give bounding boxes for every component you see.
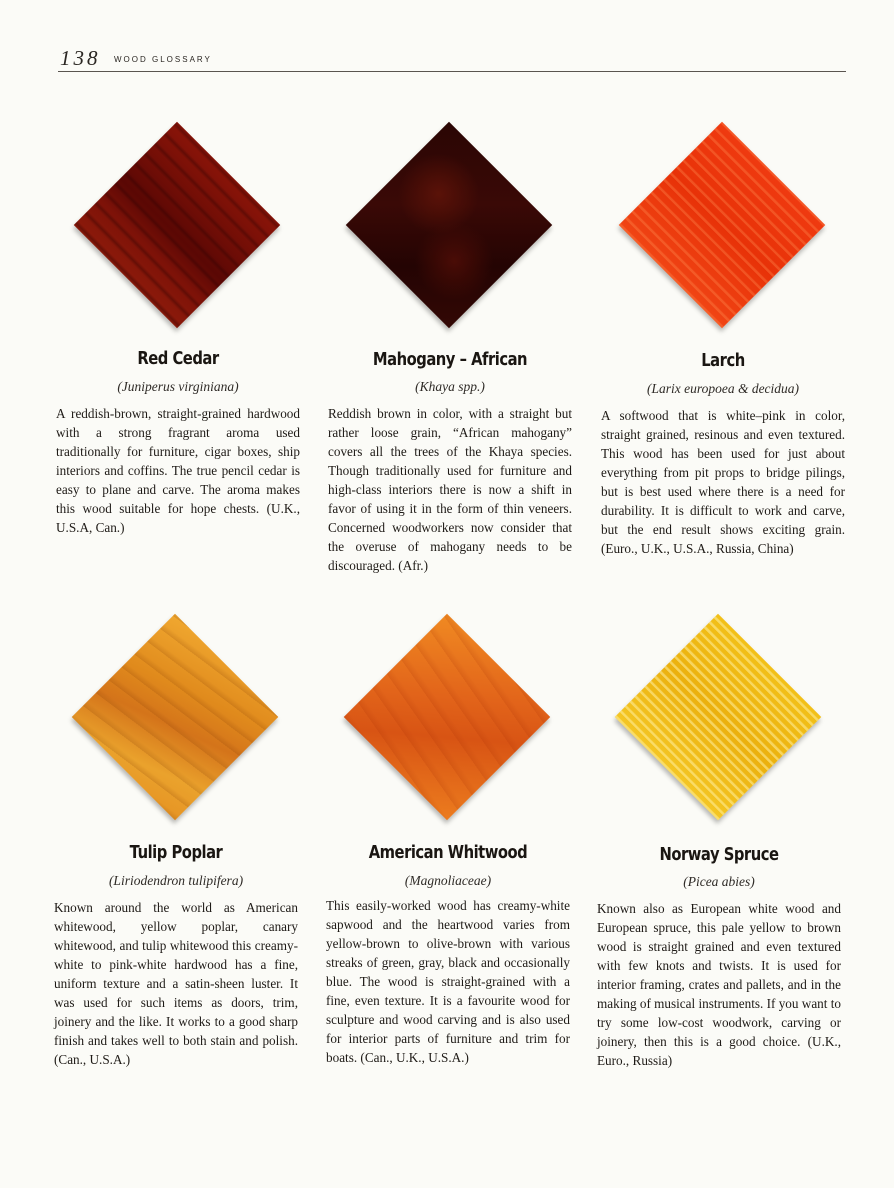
wood-entry-norway-spruce [597, 612, 841, 1082]
wood-name: Red Cedar [137, 348, 219, 369]
wood-description: A softwood that is white–pink in color, straight grained, resinous and even textured. This wood has been used for just about everything from pit props to bridge pilings, but is best used where there is a need for durability. It is difficult to work and carve, but the end result shows exciting grain. (Euro., U.K., U.S.A., Russia, China) [601, 408, 845, 556]
wood-latin-name: (Magnoliaceae) [404, 873, 492, 888]
wood-latin-name: (Juniperus virginiana) [117, 379, 239, 394]
running-head: WOOD GLOSSARY [114, 55, 212, 64]
page-number: 138 [60, 46, 101, 70]
wood-swatch-larch [619, 122, 825, 328]
wood-name: Larch [701, 350, 745, 371]
wood-latin-name: (Larix europoea & decidua) [646, 381, 800, 396]
wood-latin-name: (Khaya spp.) [415, 379, 485, 394]
wood-description: A reddish-brown, straight-grained hardwood with a strong fragrant aroma used traditionally for furniture, cigar boxes, ship interiors and coffins. The true pencil cedar is easy to plane and carve. The aroma makes this wood suitable for hope chests. (U.K., U.S.A, Can.) [56, 406, 300, 535]
wood-entry-american-whitwood [326, 612, 570, 1092]
wood-latin-name: (Liriodendron tulipifera) [108, 873, 244, 888]
wood-entry-larch [601, 120, 845, 580]
wood-entry-mahogany-african [328, 120, 572, 580]
wood-swatch-norway-spruce [615, 614, 821, 820]
wood-swatch-american-whitwood [344, 614, 550, 820]
wood-latin-name: (Picea abies) [683, 874, 755, 889]
wood-entry-red-cedar [56, 120, 300, 560]
wood-description: Known also as European white wood and European spruce, this pale yellow to brown wood is straight grained and even textured with few knots and twists. It is used for interior framing, crates and pallets, and in the making of musical instruments. If you want to try some low-cost woodwork, carving or joinery, then this is a good choice. (U.K., Euro., Russia) [597, 901, 841, 1068]
wood-name: Tulip Poplar [129, 842, 223, 863]
wood-name: American Whitwood [368, 842, 528, 863]
wood-swatch-mahogany-african [346, 122, 552, 328]
wood-entry-tulip-poplar [54, 612, 298, 1082]
wood-name: Mahogany – African [372, 349, 528, 370]
wood-description: Known around the world as American whitewood, yellow poplar, canary whitewood, and tulip whitewood this creamy-white to pink-white hardwood has a fine, uniform texture and a satin-sheen luster. It was used for such items as doors, trim, joinery and the like. It works to a good sharp finish and takes well to both stain and polish. (Can., U.S.A.) [54, 900, 298, 1067]
wood-description: This easily-worked wood has creamy-white sapwood and the heartwood varies from yellow-brown to olive-brown with various streaks of green, gray, black and occasionally blue. The wood is straight-grained with a fine, even texture. It is a favourite wood for sculpture and wood carving and is also used for interior parts of furniture and trim for boats. (Can., U.K., U.S.A.) [326, 898, 570, 1065]
wood-description: Reddish brown in color, with a straight but rather loose grain, “African mahogany” covers all the trees of the Khaya species. Though traditionally used for furniture and high-class interiors there is now a shift in favor of using it in the form of thin veneers. Concerned woodworkers now consider that the overuse of mahogany needs to be discouraged. (Afr.) [328, 406, 572, 573]
wood-swatch-red-cedar [74, 122, 280, 328]
page-header [58, 46, 846, 72]
wood-name: Norway Spruce [659, 844, 779, 865]
wood-swatch-tulip-poplar [72, 614, 278, 820]
